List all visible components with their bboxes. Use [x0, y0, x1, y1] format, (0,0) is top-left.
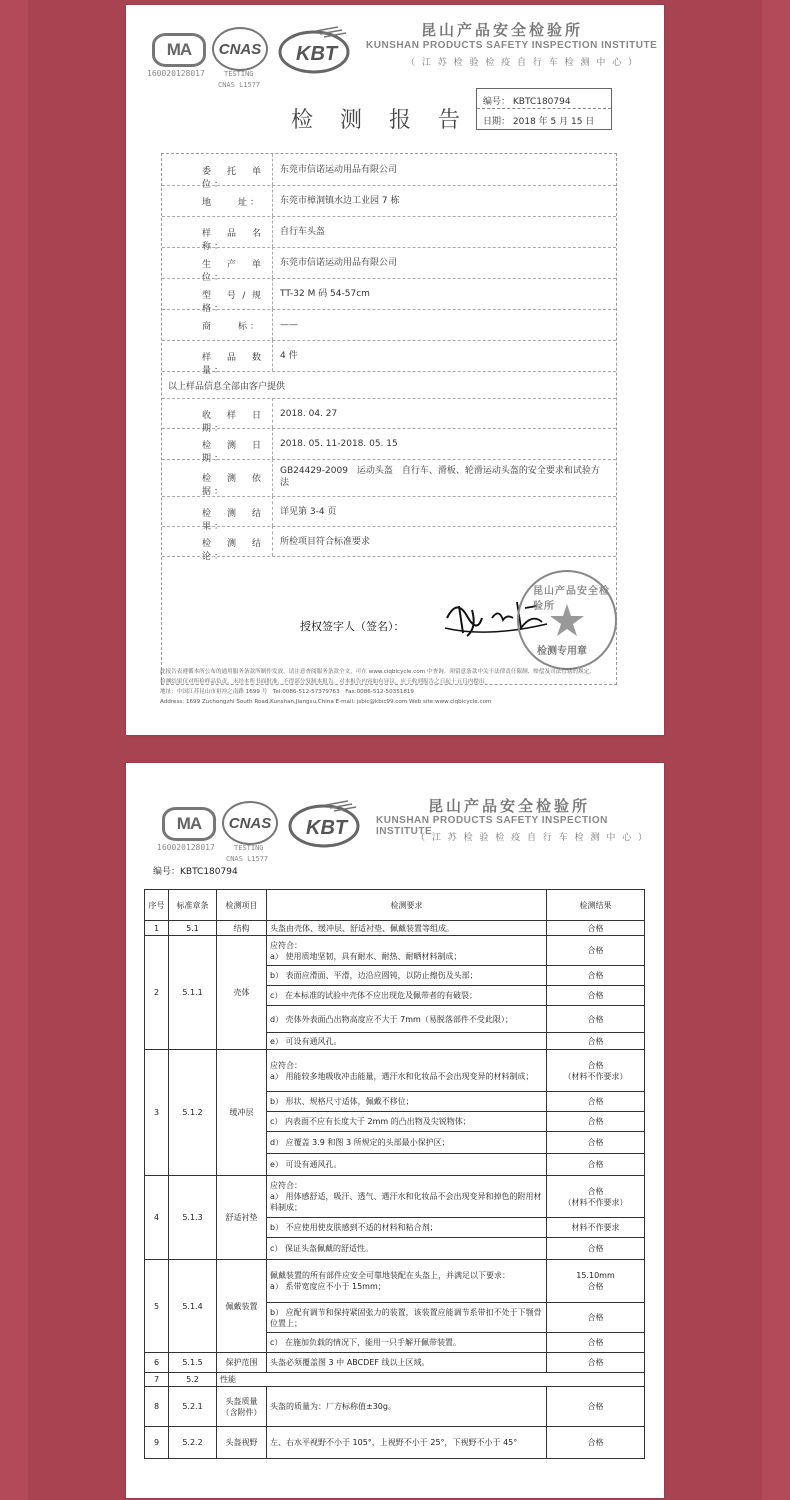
- cell-item: 头盔视野: [217, 1427, 267, 1459]
- cell-no: 9: [145, 1427, 169, 1459]
- left-band: [0, 0, 28, 1500]
- table-row: [145, 1176, 645, 1218]
- info-row: [162, 216, 616, 252]
- stamp-bottom-text: 检测专用章: [537, 646, 587, 657]
- report-cover-page: [126, 5, 664, 735]
- cell-result: 合格: [547, 1303, 645, 1333]
- info-value: 4 件: [280, 351, 298, 361]
- cell-result: 合格: [547, 1092, 645, 1112]
- info-label: 商 标：: [202, 322, 263, 332]
- info-row: [162, 526, 616, 562]
- info-row: [162, 185, 616, 217]
- cell-requirement: e） 可设有通风孔。: [267, 1033, 547, 1050]
- cell-item: 佩戴装置: [217, 1260, 267, 1353]
- table-header-row: [145, 890, 645, 921]
- info-label: 生 产 单 位：: [202, 260, 264, 283]
- header-item: 检测项目: [217, 890, 267, 921]
- kbt-logo: [286, 799, 366, 849]
- cell-no: 8: [145, 1387, 169, 1427]
- cell-result: 合格 （材料不作要求）: [547, 1176, 645, 1218]
- info-row: [162, 459, 616, 497]
- cell-result: 合格: [547, 1427, 645, 1459]
- table-row: [145, 1050, 645, 1092]
- cnas-number: CNAS L1577: [226, 855, 269, 863]
- cell-result: 15.10mm 合格: [547, 1260, 645, 1303]
- info-label: 检 测 结 论：: [202, 539, 264, 562]
- info-label: 样 品 名 称：: [202, 229, 264, 252]
- info-row: [162, 309, 616, 341]
- cell-no: 1: [145, 921, 169, 936]
- cell-no: 6: [145, 1353, 169, 1373]
- cell-clause: 5.1.4: [169, 1260, 217, 1353]
- cell-clause: 5.1.3: [169, 1176, 217, 1260]
- footer-line: 此报告表遵循本所公布的通用服务条款所制作发放，请注意查阅服务条款全文，可在 www.ciqbicycle.com 中查询。须留意条款中关于法律责任限制、赔偿及司法管辖的规定。: [160, 669, 595, 675]
- cnas-logo: CNAS: [212, 27, 268, 71]
- cell-requirement: b） 不应使用使皮肤感到不适的材料和粘合剂；: [267, 1218, 547, 1238]
- cell-result: 合格: [547, 1006, 645, 1033]
- institute-subtitle: （ 江 苏 检 验 检 疫 自 行 车 检 测 中 心 ）: [406, 58, 640, 68]
- cell-result: 合格: [547, 1333, 645, 1353]
- info-value: 东莞市信诺运动用品有限公司: [280, 258, 398, 268]
- cell-clause: 5.1: [169, 921, 217, 936]
- cell-item: 头盔质量（含附件）: [217, 1387, 267, 1427]
- cell-requirement: 佩戴装置的所有部件应安全可靠地装配在头盔上，并满足以下要求： a） 系带宽度应不小于 15mm；: [267, 1260, 547, 1303]
- footer-line: 地址：中国江苏昆山市祖冲之南路 1699 号 Tel:0086-512-57379763 Fax:0086-512-50351819: [160, 689, 414, 695]
- cell-result: 材料不作要求: [547, 1218, 645, 1238]
- kbt-logo-text: KBT: [306, 817, 348, 839]
- cell-result: 合格: [547, 1154, 645, 1176]
- cell-requirement: b） 应配有调节和保持紧固张力的装置，该装置应能调节系带扣不处于下颚骨位置上；: [267, 1303, 547, 1333]
- table-row: [145, 1427, 645, 1459]
- cell-requirement: b） 形状、规格尺寸适体，佩戴不移位；: [267, 1092, 547, 1112]
- cell-result: 合格: [547, 966, 645, 986]
- cnas-logo: CNAS: [222, 801, 278, 845]
- cell-clause: 5.1.1: [169, 936, 217, 1050]
- cell-result: 合格: [547, 1387, 645, 1427]
- cell-item: 性能: [217, 1373, 645, 1387]
- info-value: 自行车头盔: [280, 227, 326, 237]
- cell-result: 合格: [547, 1238, 645, 1260]
- cell-no: 2: [145, 936, 169, 1050]
- info-label: 收 样 日 期：: [202, 411, 264, 434]
- cnas-number: CNAS L1577: [218, 81, 261, 89]
- cell-clause: 5.1.2: [169, 1050, 217, 1176]
- table-row: [145, 921, 645, 936]
- cell-requirement: c） 在施加负载的情况下，能用一只手解开佩带装置。: [267, 1333, 547, 1353]
- info-label: 委 托 单 位：: [202, 167, 264, 190]
- kbt-logo-text: KBT: [296, 43, 338, 65]
- report-number-box: [476, 88, 612, 130]
- date-label: 日期：: [483, 117, 511, 127]
- info-row: [162, 247, 616, 283]
- info-row: [162, 398, 616, 434]
- test-results-page: [126, 763, 664, 1498]
- cell-result: 合格: [547, 921, 645, 936]
- ma-logo: MA: [162, 807, 216, 841]
- info-label: 型 号/规 格：: [202, 291, 264, 314]
- table-row: [145, 936, 645, 966]
- header-clause: 标准章条: [169, 890, 217, 921]
- cell-no: 4: [145, 1176, 169, 1260]
- info-value: 所检项目符合标准要求: [280, 537, 371, 547]
- cell-result: 合格: [547, 1353, 645, 1373]
- info-note-row: [162, 371, 616, 399]
- ma-number: 160020128017: [147, 69, 205, 78]
- info-label: 地 址：: [202, 198, 263, 208]
- stamp-top-text: 昆山产品安全检验所: [533, 586, 610, 612]
- signatory-label: 授权签字人（签名）：: [300, 620, 405, 633]
- cell-result: 合格: [547, 1132, 645, 1154]
- cell-item: 结构: [217, 921, 267, 936]
- footer-line: 检测结果仅对所检样品负责，未经本所书面批准，不得部分复制本报告。对本报告内容如有异议，应于收到报告之日起十五日内提出。: [160, 679, 491, 685]
- cell-item: 舒适衬垫: [217, 1176, 267, 1260]
- ma-number: 160020128017: [157, 843, 215, 852]
- page2-report-number: 编号：KBTC180794: [153, 867, 238, 877]
- report-title: 检 测 报 告: [291, 108, 470, 133]
- institute-subtitle: （ 江 苏 检 验 检 疫 自 行 车 检 测 中 心 ）: [416, 833, 650, 843]
- info-value: ——: [280, 320, 298, 330]
- right-band: [762, 0, 790, 1500]
- table-row: [145, 1373, 645, 1387]
- info-label: 检 测 依 据：: [202, 474, 264, 497]
- cell-result: 合格: [547, 986, 645, 1006]
- requirements-table: [144, 889, 645, 1459]
- header-no: 序号: [145, 890, 169, 921]
- info-row: [162, 340, 616, 376]
- number-value: KBTC180794: [512, 97, 571, 107]
- cell-item: 保护范围: [217, 1353, 267, 1373]
- header-requirement: 检测要求: [267, 890, 547, 921]
- cell-result: 合格: [547, 1112, 645, 1132]
- cell-item: 缓冲层: [217, 1050, 267, 1176]
- info-note: 以上样品信息全部由客户提供: [168, 382, 286, 392]
- info-value: 2018. 05. 11-2018. 05. 15: [280, 439, 398, 449]
- table-row: [145, 1260, 645, 1303]
- cell-requirement: 头盔的质量为：厂方标称值±30g。: [267, 1387, 547, 1427]
- cell-result: 合格 （材料不作要求）: [547, 1050, 645, 1092]
- info-row: [162, 496, 616, 532]
- ma-logo: MA: [152, 33, 206, 67]
- cell-clause: 5.1.5: [169, 1353, 217, 1373]
- cell-requirement: c） 保证头盔佩戴的舒适性。: [267, 1238, 547, 1260]
- info-value: TT-32 M 码 54-57cm: [280, 289, 370, 299]
- info-row: [162, 428, 616, 464]
- cell-requirement: 头盔由壳体、缓冲层、舒适衬垫、佩戴装置等组成。: [267, 921, 547, 936]
- cnas-testing: TESTING: [224, 70, 254, 78]
- cell-requirement: c） 在本标准的试验中壳体不应出现危及佩带者的有破裂；: [267, 986, 547, 1006]
- cell-result: 合格: [547, 936, 645, 966]
- signature-area: [162, 560, 616, 660]
- date-value: 2018 年 5 月 15 日: [512, 117, 595, 127]
- info-label: 检 测 日 期：: [202, 441, 264, 464]
- cell-item: 壳体: [217, 936, 267, 1050]
- institute-name-en: KUNSHAN PRODUCTS SAFETY INSPECTION INSTITUTE: [376, 815, 608, 837]
- cell-requirement: 左、右水平视野不小于 105°，上视野不小于 25°，下视野不小于 45°: [267, 1427, 547, 1459]
- cell-requirement: 头盔必须覆盖图 3 中 ABCDEF 线以上区域。: [267, 1353, 547, 1373]
- cnas-testing: TESTING: [234, 844, 264, 852]
- info-row: [162, 154, 616, 190]
- cell-requirement: 应符合： a） 用体感舒适，吸汗、透气、遇汗水和化妆品不会出现变异和掉色的附用材料制成；: [267, 1176, 547, 1218]
- info-value: 详见第 3-4 页: [280, 507, 337, 517]
- institute-name-en: KUNSHAN PRODUCTS SAFETY INSPECTION INSTITUTE: [366, 40, 658, 51]
- table-row: [145, 1387, 645, 1427]
- footer-line: Address: 1699 Zuchongzhi South Road,Kunshan,Jiangsu,China E-mail: jsbic@kbic99.com Web site:www.ciqbicycle.com: [160, 699, 492, 705]
- cell-result: 合格: [547, 1033, 645, 1050]
- cell-requirement: d） 壳体外表面凸出物高度应不大于 7mm（易脱落部件不受此限）；: [267, 1006, 547, 1033]
- info-value: 2018. 04. 27: [280, 409, 338, 419]
- sample-info-table: [161, 153, 617, 685]
- info-label: 样 品 数 量：: [202, 353, 264, 376]
- cell-no: 7: [145, 1373, 169, 1387]
- cell-requirement: c） 内表面不应有长度大于 2mm 的凸出物及尖锐物体；: [267, 1112, 547, 1132]
- cell-no: 3: [145, 1050, 169, 1176]
- institute-name-cn: 昆山产品安全检验所: [428, 797, 591, 815]
- info-value: 东莞市信诺运动用品有限公司: [280, 165, 398, 175]
- cell-requirement: e） 可设有通风孔。: [267, 1154, 547, 1176]
- cell-requirement: b） 表面应滑面、平滑，边沿应圆钝，以防止擦伤及头部；: [267, 966, 547, 986]
- cell-requirement: 应符合： a） 用能较多地吸收冲击能量，遇汗水和化妆品不会出现变异的材料制成；: [267, 1050, 547, 1092]
- cell-no: 5: [145, 1260, 169, 1353]
- table-row: [145, 1353, 645, 1373]
- info-value: 东莞市樟洞镇水边工业园 7 栋: [280, 196, 400, 206]
- inspection-stamp: [517, 570, 617, 670]
- cell-requirement: 应符合： a） 使用质地坚韧，具有耐水、耐热、耐晒材料制成；: [267, 936, 547, 966]
- report-footer: [160, 667, 640, 707]
- cell-clause: 5.2: [169, 1373, 217, 1387]
- info-label: 检 测 结 果：: [202, 509, 264, 532]
- number-label: 编号：: [483, 97, 511, 107]
- cell-requirement: d） 应覆盖 3.9 和图 3 所规定的头部最小保护区；: [267, 1132, 547, 1154]
- info-value: GB24429-2009 运动头盔 自行车、滑板、轮滑运动头盔的安全要求和试验方法: [280, 466, 600, 488]
- info-row: [162, 278, 616, 314]
- cell-clause: 5.2.2: [169, 1427, 217, 1459]
- cell-clause: 5.2.1: [169, 1387, 217, 1427]
- header-result: 检测结果: [547, 890, 645, 921]
- kbt-logo: [276, 25, 356, 75]
- institute-name-cn: 昆山产品安全检验所: [421, 21, 584, 39]
